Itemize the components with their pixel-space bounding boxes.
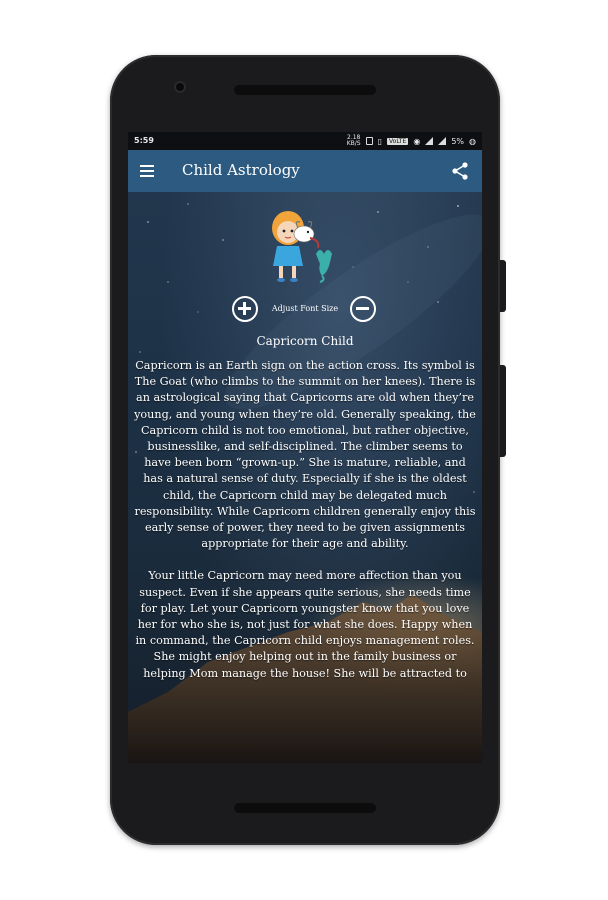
phone-icon <box>366 137 373 145</box>
speed-unit: KB/S <box>346 140 361 147</box>
network-speed <box>347 135 361 147</box>
sign-heading: Capricorn Child <box>256 334 354 348</box>
share-icon[interactable] <box>450 161 470 181</box>
signal-icon <box>425 137 433 145</box>
signal-icon-2 <box>438 137 446 145</box>
increase-font-button[interactable] <box>232 296 258 322</box>
content-area[interactable] <box>128 192 482 763</box>
font-size-label: Adjust Font Size <box>271 304 339 313</box>
status-time: 5:59 <box>134 136 154 145</box>
phone-frame <box>110 55 500 845</box>
battery-level: 5% <box>451 136 465 146</box>
status-bar <box>128 132 482 150</box>
decrease-font-button[interactable] <box>350 296 376 322</box>
app-bar <box>128 150 482 192</box>
front-camera <box>174 81 186 93</box>
vibrate-icon: ▯ <box>377 136 383 146</box>
volume-rocker[interactable] <box>500 365 506 457</box>
description-text <box>134 358 476 698</box>
app-title: Child Astrology <box>182 161 300 179</box>
font-size-controls <box>128 296 482 326</box>
hotspot-icon: ◉ <box>413 136 421 146</box>
speed-value: 2.18 <box>347 134 361 141</box>
app-screen <box>128 132 482 763</box>
hamburger-menu-icon[interactable] <box>138 162 156 180</box>
earpiece-speaker <box>234 85 376 95</box>
bottom-speaker <box>234 803 376 813</box>
power-button[interactable] <box>500 260 506 312</box>
description-paragraph-2: Your little Capricorn may need more affection than you suspect. Even if she appears quite serious, she needs time for play. Let your Capricorn youngster know that you love her for who she is, not just for what she does. Happy when in command, the Capricorn child enjoys management roles. She might enjoy helping out in the family business or helping Mom manage the house! She will be attracted to <box>135 569 475 680</box>
data-saver-icon: ◍ <box>469 136 476 146</box>
volte-badge: VoLTE <box>389 137 407 145</box>
description-paragraph-1: Capricorn is an Earth sign on the action cross. Its symbol is The Goat (who climbs to the summit on her knees). There is an astrological saying that Capricorns are old when they’re young, and young when they’re old. Generally speaking, the Capricorn child is not too emotional, but rather objective, businesslike, and self-disciplined. The climber seems to have been born “grown-up.” She is mature, reliable, and has a natural sense of duty. Especially if she is the oldest child, the Capricorn child may be delegated much responsibility. While Capricorn children generally enjoy this early sense of power, they need to be given assignments appropriate for their age and ability. <box>134 359 476 551</box>
capricorn-child-illustration <box>260 206 340 288</box>
